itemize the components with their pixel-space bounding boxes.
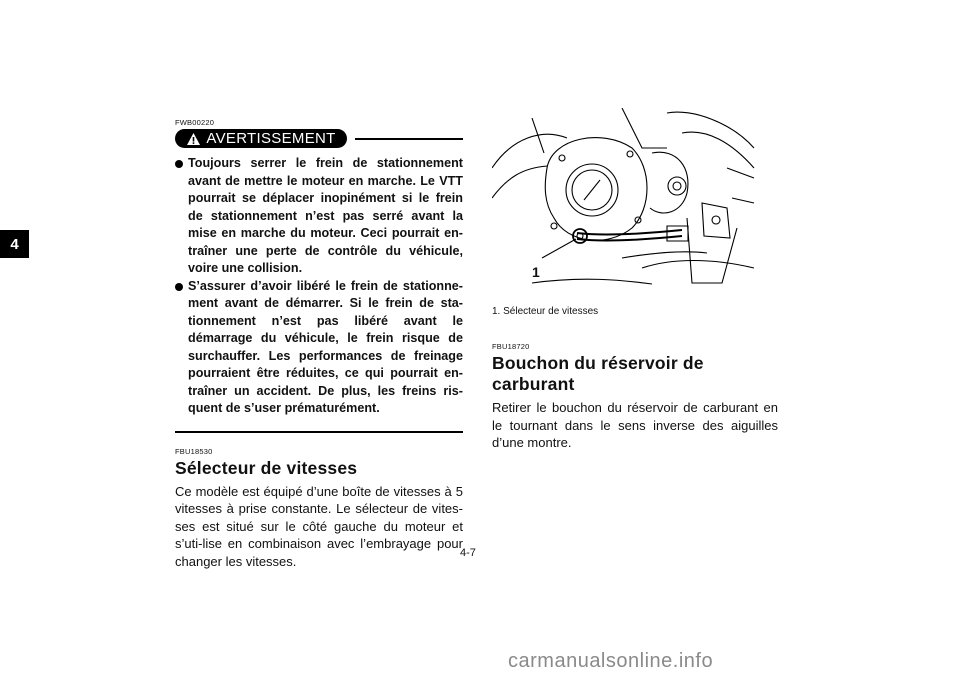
warning-triangle-icon bbox=[186, 132, 201, 146]
section-code: FBU18720 bbox=[492, 342, 530, 351]
section-body: Ce modèle est équipé d’une boîte de vitesses à 5 vitesses à prise constante. Le sélecteur de vites-ses est situé sur le côté gauche du moteur et s’uti-lise en combinaison avec l’embrayage pour changer les vitesses. bbox=[175, 483, 463, 569]
figure-callout: 1 bbox=[532, 264, 540, 280]
section-title: Sélecteur de vitesses bbox=[175, 457, 358, 478]
watermark: carmanualsonline.info bbox=[508, 650, 714, 672]
warning-code: FWB00220 bbox=[175, 118, 215, 127]
section-title: Bouchon du réservoir de carburant bbox=[492, 353, 704, 394]
shift-lever-illustration bbox=[492, 108, 757, 294]
warning-badge bbox=[175, 129, 347, 148]
warning-item: Toujours serrer le frein de stationnement avant de mettre le moteur en marche. Le VTT pourrait se déplacer inopinément si le frein de stationnement n’est pas serré avant la mise en marche du moteur. Ceci pourrait en-traîner une perte de contrôle du véhicule, voire une collision. bbox=[175, 155, 463, 278]
page-number: 4-7 bbox=[460, 547, 476, 559]
chapter-tab: 4 bbox=[0, 230, 29, 258]
section-code: FBU18530 bbox=[175, 446, 213, 456]
section-body: Retirer le bouchon du réservoir de carburant en le tournant dans le sens inverse des aiguilles d’une montre. bbox=[492, 400, 778, 450]
warning-header bbox=[175, 129, 463, 149]
warning-end-rule bbox=[175, 431, 463, 433]
right-column bbox=[492, 108, 778, 452]
warning-rule bbox=[355, 138, 463, 140]
left-column bbox=[175, 118, 463, 570]
warning-list bbox=[175, 155, 463, 418]
warning-label: AVERTISSEMENT bbox=[206, 130, 336, 147]
warning-item: S’assurer d’avoir libéré le frein de stationne-ment avant de démarrer. Si le frein de sta-tionnement n’est pas libéré avant le démarrage du véhicule, le frein risque de surchauffer. Les performances de freinage pourraient être réduites, ce qui pourrait en-traîner un accident. De plus, les freins ris-quent de s’user prématurément. bbox=[175, 278, 463, 418]
figure-caption: 1. Sélecteur de vitesses bbox=[492, 306, 599, 317]
